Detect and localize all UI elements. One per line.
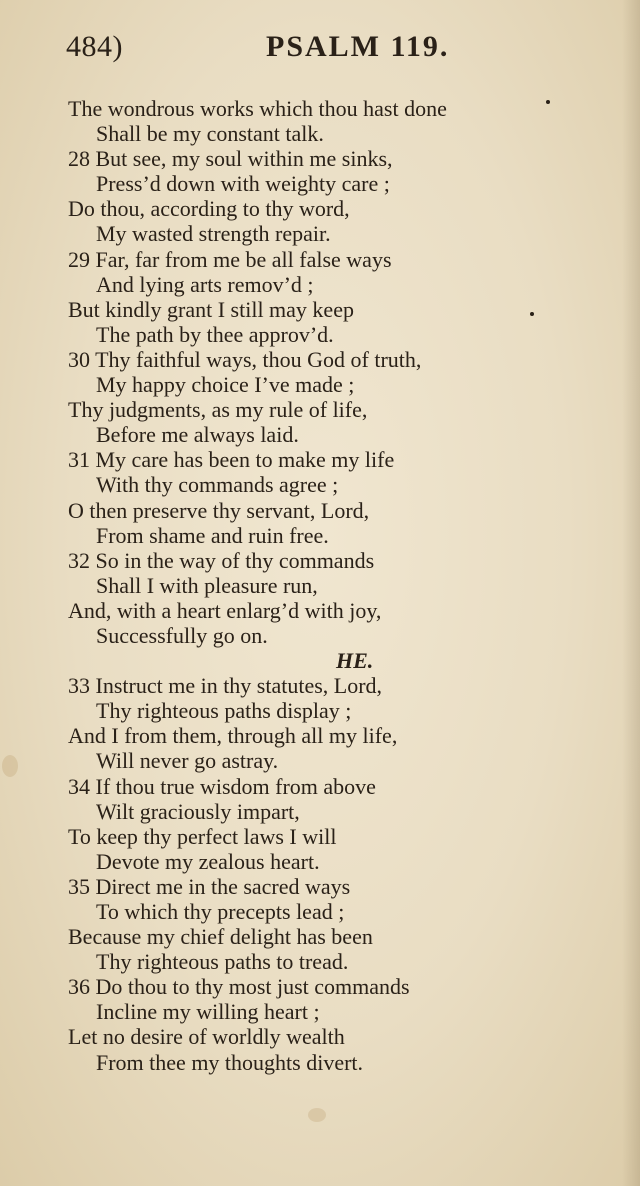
verse-line: 36 Do thou to thy most just commands bbox=[68, 974, 410, 1000]
verse-line: 33 Instruct me in thy statutes, Lord, bbox=[68, 673, 383, 699]
verse-line: Shall be my constant talk. bbox=[96, 121, 324, 147]
verse-line: 31 My care has been to make my life bbox=[68, 447, 395, 473]
verse-line: Before me always laid. bbox=[96, 422, 299, 448]
verse-line: 30 Thy faithful ways, thou God of truth, bbox=[68, 346, 422, 372]
verse-line: But kindly grant I still may keep bbox=[68, 296, 354, 322]
verse-line: Will never go astray. bbox=[96, 748, 279, 774]
verse-line: Successfully go on. bbox=[96, 622, 268, 648]
verse-line: Incline my willing heart ; bbox=[96, 999, 320, 1025]
verse-line: Devote my zealous heart. bbox=[96, 848, 320, 874]
verse-line: 32 So in the way of thy commands bbox=[68, 547, 375, 573]
verse-line: 34 If thou true wisdom from above bbox=[68, 773, 376, 799]
verse-line: 29 Far, far from me be all false ways bbox=[68, 246, 392, 272]
section-heading: HE. bbox=[336, 648, 374, 674]
verse-line: O then preserve thy servant, Lord, bbox=[68, 497, 370, 523]
verse-line: The path by thee approv’d. bbox=[96, 321, 334, 347]
verse-line: Because my chief delight has been bbox=[68, 924, 373, 950]
verse-line: And lying arts remov’d ; bbox=[96, 271, 314, 297]
verse-line: From shame and ruin free. bbox=[96, 522, 329, 548]
verse-line: And, with a heart enlarg’d with joy, bbox=[68, 597, 382, 623]
page-header bbox=[66, 30, 466, 74]
psalm-text bbox=[68, 96, 588, 1075]
verse-line: Do thou, according to thy word, bbox=[68, 196, 350, 222]
foxing-stain bbox=[2, 755, 18, 777]
verse-line: Thy righteous paths display ; bbox=[96, 698, 352, 724]
running-title: PSALM 119. bbox=[266, 30, 450, 63]
verse-line: 35 Direct me in the sacred ways bbox=[68, 873, 351, 899]
verse-line: 28 But see, my soul within me sinks, bbox=[68, 146, 393, 172]
verse-line: My wasted strength repair. bbox=[96, 221, 331, 247]
foxing-stain bbox=[308, 1108, 326, 1122]
verse-line: From thee my thoughts divert. bbox=[96, 1049, 364, 1075]
verse-line: Thy judgments, as my rule of life, bbox=[68, 397, 368, 423]
page-number: 484) bbox=[66, 30, 123, 63]
verse-line: Shall I with pleasure run, bbox=[96, 572, 318, 598]
verse-line: With thy commands agree ; bbox=[96, 472, 339, 498]
verse-line: To keep thy perfect laws I will bbox=[68, 823, 337, 849]
verse-line: The wondrous works which thou hast done bbox=[68, 96, 447, 121]
verse-line: Wilt graciously impart, bbox=[96, 798, 300, 824]
verse-line: Let no desire of worldly wealth bbox=[68, 1024, 345, 1050]
verse-line: Press’d down with weighty care ; bbox=[96, 171, 390, 197]
verse-line: My happy choice I’ve made ; bbox=[96, 372, 355, 398]
page-edge-shadow bbox=[622, 0, 640, 1186]
verse-line: To which thy precepts lead ; bbox=[96, 899, 345, 924]
verse-line: Thy righteous paths to tread. bbox=[96, 949, 349, 975]
verse-line: And I from them, through all my life, bbox=[68, 723, 398, 749]
